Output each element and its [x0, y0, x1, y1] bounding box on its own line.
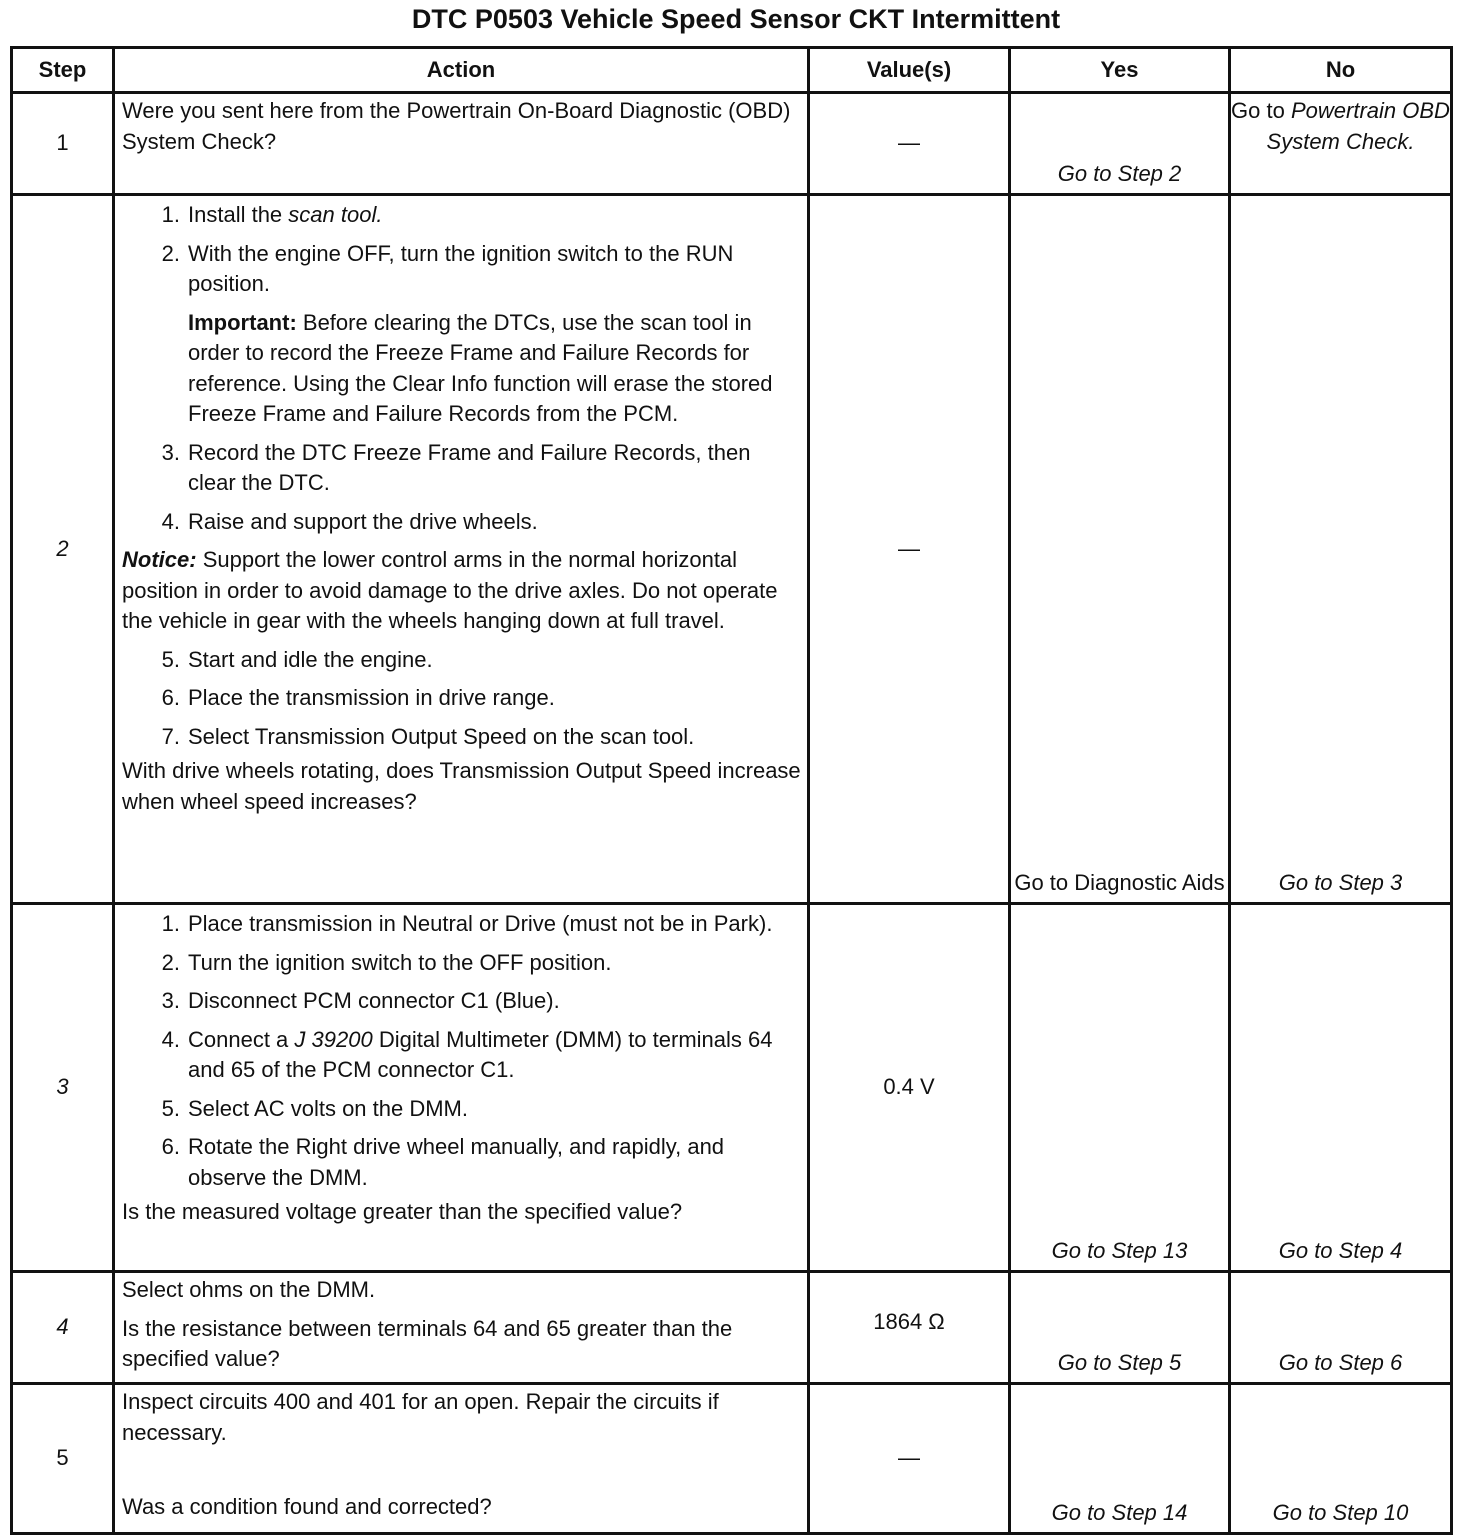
no-target: Powertrain OBD System Check. [1266, 98, 1450, 154]
yes-cell: Go to Step 14 [1010, 1384, 1230, 1534]
list-item: 7. Select Transmission Output Speed on the scan tool. [161, 723, 695, 749]
header-step: Step [12, 48, 114, 93]
no-prefix: Go to [1231, 98, 1285, 123]
step-number: 2 [12, 195, 114, 904]
list-item: 5. Select AC volts on the DMM. [161, 1095, 468, 1121]
list-item: 6. Place the transmission in drive range. [161, 685, 555, 710]
important-note: Important: Before clearing the DTCs, use the scan tool in order to record the Freeze Frame and Failure Records for reference. Using the Clear Info function will erase the stored Freeze Frame and Failure Records from the PCM. [188, 309, 773, 426]
no-cell: Go to Step 4 [1230, 904, 1452, 1272]
step-instruction: Inspect circuits 400 and 401 for an open. Repair the circuits if necessary. [122, 1389, 719, 1445]
value-cell: — [809, 93, 1010, 195]
step-question: Were you sent here from the Powertrain On-Board Diagnostic (OBD) System Check? [122, 98, 791, 154]
step-question: Was a condition found and corrected? [122, 1494, 492, 1519]
list-item: 6. Rotate the Right drive wheel manually, and rapidly, and observe the DMM. [161, 1134, 725, 1190]
table-row [12, 1384, 1452, 1534]
list-item: 5. Start and idle the engine. [161, 646, 433, 672]
table-row [12, 1272, 1452, 1384]
value-cell: — [809, 1384, 1010, 1534]
table-row [12, 904, 1452, 1272]
step-question: Is the measured voltage greater than the specified value? [122, 1199, 683, 1224]
step-list [122, 438, 803, 538]
list-item: 4. Raise and support the drive wheels. [161, 508, 538, 534]
header-row [12, 48, 1452, 93]
header-action: Action [114, 48, 809, 93]
value-cell: 1864 Ω [809, 1272, 1010, 1384]
step-list [122, 200, 803, 300]
list-item: 1. Install the scan tool. [161, 202, 383, 227]
yes-cell: Go to Step 2 [1010, 93, 1230, 195]
no-cell [1230, 93, 1452, 195]
list-item: 2. Turn the ignition switch to the OFF position. [161, 949, 612, 975]
yes-cell: Go to Step 13 [1010, 904, 1230, 1272]
step-number: 5 [12, 1384, 114, 1534]
no-cell: Go to Step 3 [1230, 195, 1452, 904]
header-values: Value(s) [809, 48, 1010, 93]
action-cell [114, 1272, 809, 1384]
list-item: 3. Disconnect PCM connector C1 (Blue). [161, 988, 560, 1013]
step-number: 1 [12, 93, 114, 195]
page-title: DTC P0503 Vehicle Speed Sensor CKT Intermittent [411, 4, 1061, 34]
yes-cell: Go to Diagnostic Aids [1010, 195, 1230, 904]
yes-cell: Go to Step 5 [1010, 1272, 1230, 1384]
action-cell [114, 93, 809, 195]
step-number: 4 [12, 1272, 114, 1384]
no-cell: Go to Step 6 [1230, 1272, 1452, 1384]
step-instruction: Select ohms on the DMM. [122, 1277, 376, 1302]
action-cell [114, 904, 809, 1272]
list-item: 4. Connect a J 39200 Digital Multimeter (DMM) to terminals 64 and 65 of the PCM connector C1. [161, 1026, 773, 1082]
value-cell: — [809, 195, 1010, 904]
action-cell [114, 195, 809, 904]
notice-note: Notice: Support the lower control arms in the normal horizontal position in order to avoid damage to the drive axles. Do not operate the vehicle in gear with the wheels hanging down at full travel. [122, 547, 778, 633]
step-list [122, 909, 803, 1193]
table-row [12, 195, 1452, 904]
step-question: With drive wheels rotating, does Transmission Output Speed increase when wheel speed increases? [122, 758, 801, 814]
list-item: 1. Place transmission in Neutral or Drive (must not be in Park). [161, 911, 773, 936]
no-cell: Go to Step 10 [1230, 1384, 1452, 1534]
table-row [12, 93, 1452, 195]
action-cell [114, 1384, 809, 1534]
header-no: No [1230, 48, 1452, 93]
value-cell: 0.4 V [809, 904, 1010, 1272]
step-question: Is the resistance between terminals 64 and 65 greater than the specified value? [122, 1315, 733, 1371]
list-item: 2. With the engine OFF, turn the ignition switch to the RUN position. [161, 240, 734, 296]
header-yes: Yes [1010, 48, 1230, 93]
list-item: 3. Record the DTC Freeze Frame and Failure Records, then clear the DTC. [161, 439, 751, 495]
diagnostic-table [10, 46, 1453, 1535]
step-list [122, 645, 803, 753]
step-number: 3 [12, 904, 114, 1272]
